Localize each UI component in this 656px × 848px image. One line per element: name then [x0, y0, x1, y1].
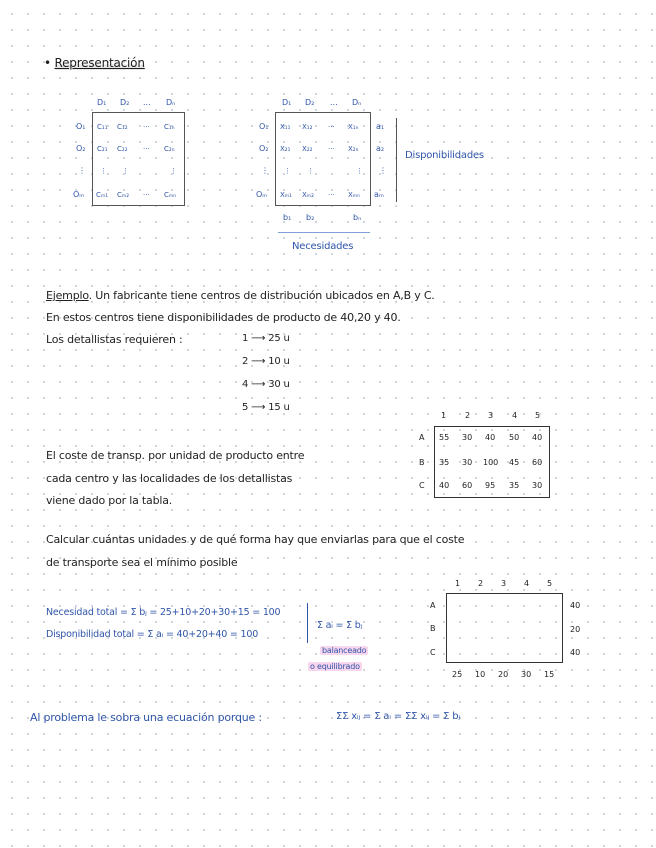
matrix-x-cell: X₁ₙ	[348, 123, 359, 131]
matrix-x-cell: X₂ₙ	[348, 145, 359, 153]
supply-label: aₘ	[374, 190, 384, 199]
demand-value: 30	[521, 670, 532, 679]
transport-row-header: B	[430, 624, 436, 633]
matrix-c-cell: C₂₁	[97, 145, 108, 153]
matrix-x-row-header: O₂	[259, 144, 269, 153]
matrix-c-row-header: Oₘ	[73, 190, 85, 199]
conclusion-formula: ΣΣ xᵢⱼ = Σ aᵢ = ΣΣ xᵢⱼ = Σ bⱼ	[336, 711, 460, 722]
transport-col-header: 1	[455, 579, 461, 588]
cost-cell: 60	[462, 481, 473, 490]
cost-table-col-header: 2	[465, 411, 471, 420]
cost-table-col-header: 1	[441, 411, 447, 420]
demand-label: bₙ	[353, 213, 362, 222]
sum-equality: Σ aᵢ = Σ bⱼ	[317, 620, 363, 631]
matrix-x-cell: X₂₁	[280, 145, 291, 153]
cost-cell: 30	[462, 458, 473, 467]
matrix-x-cell: X₁₂	[302, 123, 313, 131]
cost-text-line: cada centro y las localidades de los detallistas	[46, 472, 293, 485]
conclusion-text: Al problema le sobra una ecuación porque :	[30, 711, 262, 724]
supply-value: 40	[570, 648, 581, 657]
requirement-item: 1 ⟶ 25 u	[242, 333, 290, 344]
supply-label: a₂	[376, 144, 385, 153]
necesidades-label: Necesidades	[292, 241, 354, 252]
cost-table-col-header: 4	[512, 411, 518, 420]
transport-col-header: 3	[501, 579, 507, 588]
balanced-text: balanceado	[322, 646, 367, 655]
matrix-c-col-header: D₂	[120, 98, 130, 107]
matrix-c-col-header: D₁	[97, 98, 107, 107]
transport-col-header: 4	[524, 579, 530, 588]
matrix-x-cell: ···	[328, 191, 335, 199]
matrix-x-row-header: Oₘ	[256, 190, 268, 199]
cost-cell: 45	[509, 458, 520, 467]
demand-value: 15	[544, 670, 555, 679]
transport-col-header: 2	[478, 579, 484, 588]
matrix-x-cell: Xₘ₁	[280, 191, 292, 199]
cost-cell: 30	[532, 481, 543, 490]
matrix-x-row-header: O₁	[259, 122, 269, 131]
title-text: Representación	[54, 56, 145, 70]
matrix-x-cell: Xₘₙ	[348, 191, 360, 199]
matrix-x-cell: ⋮	[307, 167, 314, 175]
matrix-c-cell: Cₘₙ	[164, 191, 177, 199]
supply-label: ⋮	[379, 166, 387, 175]
cost-cell: 35	[509, 481, 520, 490]
matrix-c-row-header: ⋮	[78, 166, 86, 175]
matrix-c-cell: C₁ₙ	[164, 123, 175, 131]
cost-cell: 35	[439, 458, 450, 467]
cost-cell: 100	[483, 458, 499, 467]
matrix-c-cell: C₁₁	[97, 123, 108, 131]
cost-cell: 30	[462, 433, 473, 442]
transport-row-header: A	[430, 601, 436, 610]
cost-text-line: El coste de transp. por unidad de producto entre	[46, 449, 305, 462]
cost-cell: 95	[485, 481, 496, 490]
matrix-c-cell: ⋮	[122, 167, 129, 175]
matrix-x-cell: ···	[328, 123, 335, 131]
demand-value: 25	[452, 670, 463, 679]
cost-cell: 40	[439, 481, 450, 490]
disponibilidades-divider	[396, 118, 397, 202]
matrix-c-cell: C₂ₙ	[164, 145, 175, 153]
demand-value: 20	[498, 670, 509, 679]
matrix-x-cell: Xₘ₂	[302, 191, 314, 199]
example-label: Ejemplo	[46, 289, 89, 302]
cost-table-row-header: C	[419, 481, 425, 490]
matrix-x-cell: X₂₂	[302, 145, 313, 153]
balanced-label	[320, 646, 368, 655]
matrix-c-cell: ···	[143, 191, 150, 199]
matrix-x-col-header: D₁	[282, 98, 292, 107]
matrix-c-row-header: O₁	[76, 122, 86, 131]
example-line-1	[46, 289, 435, 302]
matrix-c-cell: ···	[143, 145, 150, 153]
matrix-x-cell: ⋮	[284, 167, 291, 175]
requirement-item: 4 ⟶ 30 u	[242, 379, 290, 390]
matrix-c-col-header: ...	[143, 98, 151, 107]
cost-cell: 60	[532, 458, 543, 467]
equilibrated-text: o equilibrado	[310, 662, 360, 671]
cost-cell: 40	[532, 433, 543, 442]
necesidad-total: Necesidad total = Σ bⱼ = 25+10+20+30+15 = 100	[46, 607, 281, 618]
equilibrated-label	[308, 662, 362, 671]
supply-value: 20	[570, 625, 581, 634]
necesidades-divider	[278, 232, 370, 233]
cost-cell: 55	[439, 433, 450, 442]
matrix-c-cell: ⋮	[100, 167, 107, 175]
requirement-item: 5 ⟶ 15 u	[242, 402, 290, 413]
example-line-2: En estos centros tiene disponibilidades de producto de 40,20 y 40.	[46, 311, 401, 324]
matrix-x-cell: ···	[328, 145, 335, 153]
disponibilidad-total: Disponibilidad total = Σ aᵢ = 40+20+40 = 100	[46, 629, 259, 640]
matrix-c-cell: Cₘ₂	[117, 191, 130, 199]
matrix-x-row-header: ⋮	[261, 166, 269, 175]
matrix-x-col-header: Dₙ	[352, 98, 362, 107]
matrix-x-cell: X₁₁	[280, 123, 291, 131]
question-line: de transporte sea el mínimo posible	[46, 556, 238, 569]
cost-cell: 50	[509, 433, 520, 442]
matrix-c-row-header: O₂	[76, 144, 86, 153]
supply-value: 40	[570, 601, 581, 610]
cost-table-row-header: A	[419, 433, 425, 442]
matrix-c-cell: Cₘ₁	[96, 191, 109, 199]
matrix-c-cell: ···	[143, 123, 150, 131]
matrix-c-cell: C₁₂	[117, 123, 128, 131]
cost-text-line: viene dado por la tabla.	[46, 494, 173, 507]
demand-value: 10	[475, 670, 486, 679]
question-line: Calcular cuántas unidades y de qué forma hay que enviarlas para que el coste	[46, 533, 465, 546]
bullet: •	[44, 56, 55, 70]
supply-label: a₁	[376, 122, 385, 131]
matrix-c-cell: C₂₂	[117, 145, 128, 153]
matrix-x-cell: ⋮	[356, 167, 363, 175]
matrix-c-cell: ⋮	[170, 167, 177, 175]
totals-divider	[307, 603, 308, 643]
transport-table-frame	[446, 593, 563, 663]
cost-cell: 40	[485, 433, 496, 442]
cost-table-row-header: B	[419, 458, 425, 467]
disponibilidades-label: Disponibilidades	[405, 150, 484, 161]
cost-table-col-header: 5	[535, 411, 541, 420]
example-line-3: Los detallistas requieren :	[46, 333, 183, 346]
transport-col-header: 5	[547, 579, 553, 588]
demand-label: b₁	[283, 213, 292, 222]
demand-label: b₂	[306, 213, 315, 222]
example-text: . Un fabricante tiene centros de distribución ubicados en A,B y C.	[88, 289, 435, 302]
transport-row-header: C	[430, 648, 436, 657]
cost-table-col-header: 3	[488, 411, 494, 420]
matrix-x-col-header: D₂	[305, 98, 315, 107]
section-title	[44, 56, 145, 70]
requirement-item: 2 ⟶ 10 u	[242, 356, 290, 367]
matrix-c-col-header: Dₙ	[166, 98, 176, 107]
matrix-x-col-header: ...	[330, 98, 338, 107]
